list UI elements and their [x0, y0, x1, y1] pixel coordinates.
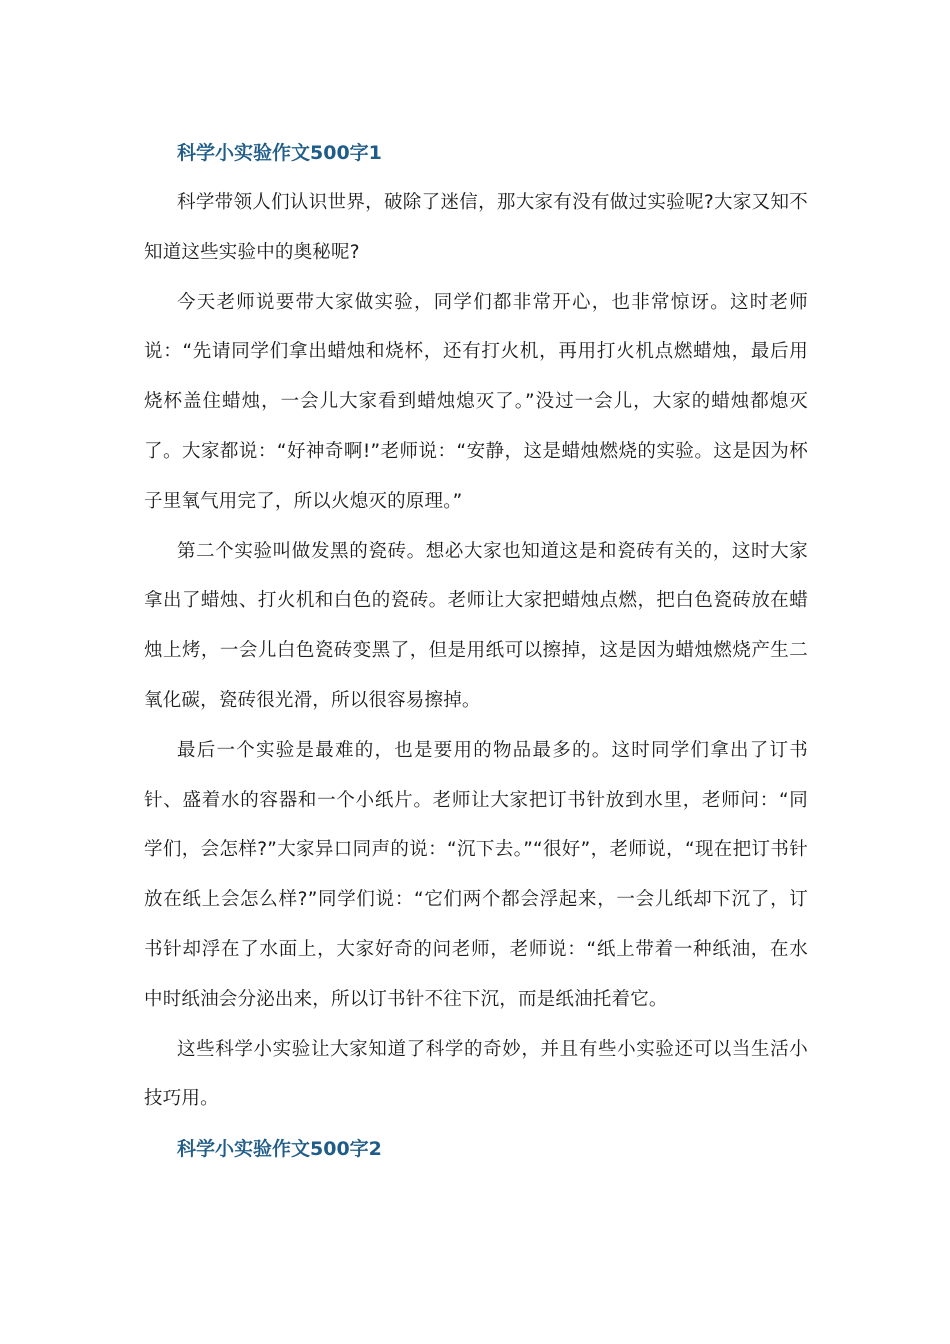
paragraph-conclusion: 这些科学小实验让大家知道了科学的奇妙，并且有些小实验还可以当生活小技巧用。: [144, 1038, 808, 1110]
paragraph-staple-experiment: 最后一个实验是最难的，也是要用的物品最多的。这时同学们拿出了订书针、盛着水的容器和一个小纸片。老师让大家把订书针放到水里，老师问：“同学们，会怎样?”大家异口同声的说：“沉下去。”“很好”，老师说，“现在把订书针放在纸上会怎么样?”同学们说：“它们两个都会浮起来，一会儿纸却下沉了，订书针却浮在了水面上，大家好奇的问老师，老师说：“纸上带着一种纸油，在水中时纸油会分泌出来，所以订书针不往下沉，而是纸油托着它。: [144, 739, 808, 1010]
section-heading-2: 科学小实验作文500字2: [177, 1138, 382, 1161]
paragraph-tile-experiment: 第二个实验叫做发黑的瓷砖。想必大家也知道这是和瓷砖有关的，这时大家拿出了蜡烛、打火机和白色的瓷砖。老师让大家把蜡烛点燃，把白色瓷砖放在蜡烛上烤，一会儿白色瓷砖变黑了，但是用纸可以擦掉，这是因为蜡烛燃烧产生二氧化碳，瓷砖很光滑，所以很容易擦掉。: [144, 540, 808, 711]
paragraph-intro: 科学带领人们认识世界，破除了迷信，那大家有没有做过实验呢?大家又知不知道这些实验中的奥秘呢?: [144, 192, 808, 263]
section-heading-1: 科学小实验作文500字1: [177, 142, 382, 164]
paragraph-candle-experiment: 今天老师说要带大家做实验，同学们都非常开心，也非常惊讶。这时老师说：“先请同学们拿出蜡烛和烧杯，还有打火机，再用打火机点燃蜡烛，最后用烧杯盖住蜡烛，一会儿大家看到蜡烛熄灭了。”没过一会儿，大家的蜡烛都熄灭了。大家都说：“好神奇啊!”老师说：“安静，这是蜡烛燃烧的实验。这是因为杯子里氧气用完了，所以火熄灭的原理。”: [144, 291, 808, 512]
document-body: [144, 128, 808, 1174]
